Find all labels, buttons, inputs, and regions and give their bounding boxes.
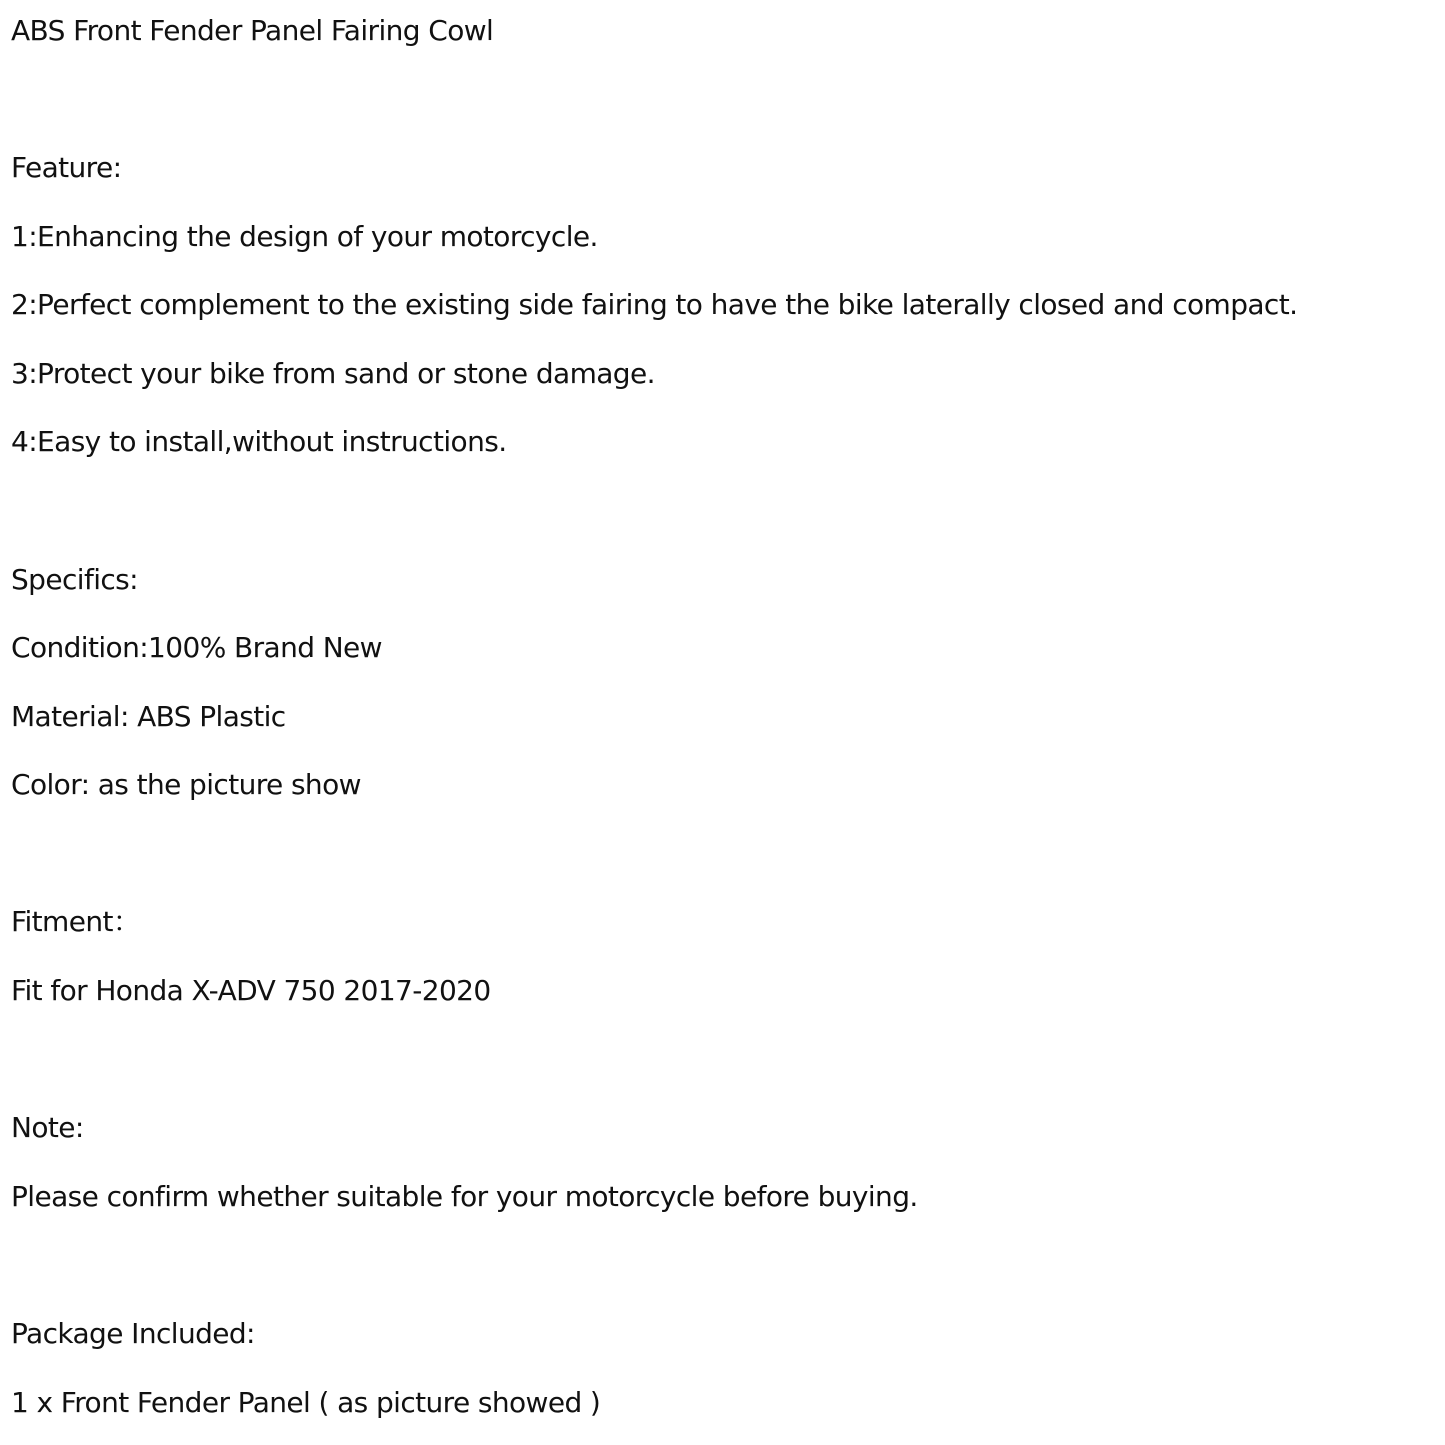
specifics-heading: Specifics: [11, 563, 139, 596]
note-heading: Note: [11, 1111, 84, 1144]
specifics-condition: Condition:100% Brand New [11, 631, 382, 664]
package-text: 1 x Front Fender Panel ( as picture showed ) [11, 1386, 601, 1419]
specifics-color: Color: as the picture show [11, 768, 361, 801]
feature-item-2: 2:Perfect complement to the existing side fairing to have the bike laterally closed and compact. [11, 288, 1298, 321]
specifics-material: Material: ABS Plastic [11, 700, 286, 733]
feature-heading: Feature: [11, 151, 122, 184]
fitment-heading: Fitment： [11, 905, 141, 938]
fitment-text: Fit for Honda X-ADV 750 2017-2020 [11, 974, 491, 1007]
feature-item-4: 4:Easy to install,without instructions. [11, 425, 507, 458]
package-heading: Package Included: [11, 1317, 255, 1350]
feature-item-3: 3:Protect your bike from sand or stone damage. [11, 357, 655, 390]
feature-item-1: 1:Enhancing the design of your motorcycle. [11, 220, 598, 253]
product-title: ABS Front Fender Panel Fairing Cowl [11, 14, 494, 47]
note-text: Please confirm whether suitable for your motorcycle before buying. [11, 1180, 918, 1213]
